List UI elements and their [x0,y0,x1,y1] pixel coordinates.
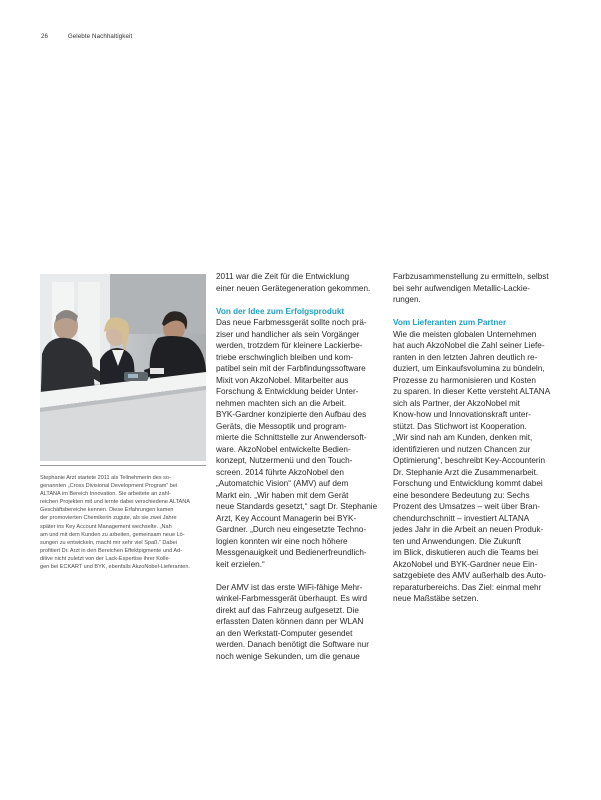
body-line: zu sparen. In dieser Kette versteht ALTANA [393,387,551,396]
body-line: AkzoNobel und BYK-Gardner neue Ein- [393,559,538,569]
body-line: Geräts, die Messoptik und program- [216,421,347,431]
body-line: neue Maßstäbe setzen. [393,594,479,603]
photo-caption [40,474,208,571]
body-line: Mixit von AkzoNobel. Mitarbeiter aus [216,375,349,385]
body-line: hat auch AkzoNobel die Zahl seiner Liefe- [393,341,545,350]
caption-line: ditive nicht zuletzt von der Lack-Expertise ihrer Kolle- [40,555,171,562]
body-line: direkt auf das Fahrzeug aufgesetzt. Die [216,605,359,615]
body-line: noch wenige Sekunden, um die genaue [216,651,360,661]
body-line: screen. 2014 führte AkzoNobel den [216,467,344,477]
body-line: ten und Anwendungen. Die Zukunft [393,536,521,546]
body-line: Forschung & Entwicklung beider Unter- [216,387,359,396]
body-line: Das neue Farbmessgerät sollte noch prä- [216,318,367,327]
body-line: Farbzusammenstellung zu ermitteln, selbst [393,272,549,281]
section-subheading: Vom Lieferanten zum Partner [393,318,507,327]
body-line: identifizieren und nutzen Chancen zur [393,444,531,454]
body-line: sich als Partner, der AkzoNobel mit [393,398,520,408]
section-title: Gelebte Nachhaltigkeit [67,33,133,40]
body-line: reparaturbereichs. Das Ziel: einmal mehr [393,582,542,592]
page-number: 26 [41,33,49,40]
body-line: stützt. Das Stichwort ist Kooperation. [393,421,527,431]
body-line: Know-how und Innovationskraft unter- [393,410,531,419]
body-line: im Blick, diskutieren auch die Teams bei [393,548,539,557]
caption-line: der promovierten Chemikerin zugute, als sie zwei Jahre [40,515,177,522]
body-line: ware. AkzoNobel entwickelte Bedien- [216,444,351,454]
caption-line: sungen zu entwickeln, macht mir sehr viel Spaß.“ Dabei [40,539,177,546]
body-line: 2011 war die Zeit für die Entwicklung [216,272,350,281]
body-line: BYK-Gardner konzipierte den Aufbau des [216,410,367,419]
body-line: einer neuen Gerätegeneration gekommen. [216,283,371,293]
caption-line: Stephanie Arzt startete 2011 als Teilnehmerin des so- [40,475,171,481]
body-line: rungen. [393,295,421,304]
body-line: „Wir sind nah am Kunden, denken mit, [393,433,533,442]
body-line: Prozent des Umsatzes – weit über Bran- [393,502,540,511]
body-line: an den Werkstatt-Computer gesendet [216,628,353,638]
body-line: logien konnten wir eine noch höhere [216,536,348,546]
body-column-right [393,271,561,605]
body-line: Markt ein. „Wir haben mit dem Gerät [216,490,349,500]
body-line: eine besondere Bedeutung zu: Sechs [393,490,530,500]
body-line: Forschung und Entwicklung kommt dabei [393,479,543,488]
section-subheading: Von der Idee zum Erfolgsprodukt [216,306,345,316]
body-line: werden. Danach benötigt die Software nur [216,640,369,649]
body-line: Messgenauigkeit und Bedienerfreundlich- [216,548,367,557]
team-photo-illustration [40,274,206,461]
body-line: Wie die meisten globalen Unternehmen [393,329,537,339]
body-line: Der AMV ist das erste WiFi-fähige Mehr- [216,582,363,592]
body-line: werden, trotzdem für kleinere Lackierbe- [216,341,363,350]
caption-rule [40,465,206,466]
body-line: patibel sein mit der Farbfindungssoftware [216,364,366,373]
body-line: triebe erschwinglich bleiben und kom- [216,352,353,362]
body-line: Optimierung“, beschreibt Key-Accounterin [393,456,545,465]
body-column-middle [216,271,381,662]
body-line: nehmen machten sich an die Arbeit. [216,398,347,408]
caption-line: am und mit dem Kunden zu arbeiten, gemeinsam neue Lö- [40,531,185,538]
caption-line: genannten „Cross Divisional Development Program“ bei [40,483,178,490]
team-photo [40,274,206,461]
body-line: konzept, Nutzermenü und den Touch- [216,456,353,465]
body-line: winkel-Farbmessgerät überhaupt. Es wird [216,594,368,603]
body-line: ziser und handlicher als sein Vorgänger [216,329,360,339]
body-line: mierte die Schnittstelle zur Anwendersoft- [216,433,367,442]
body-line: neue Standards gesetzt,“ sagt Dr. Stephanie [216,502,378,511]
body-line: chendurchschnitt – investiert ALTANA [393,513,530,523]
body-line: keit erzielen.“ [216,559,265,569]
caption-line: gen bei ECKART und BYK, ebenfalls AkzoNobel-Lieferanten. [40,564,190,571]
body-line: bei sehr aufwendigen Metallic-Lackie- [393,283,530,293]
caption-line: Geschäftsbereiche kennen. Diese Erfahrungen kamen [40,507,174,514]
body-line: jedes Jahr in die Arbeit an neuen Produk- [393,525,544,534]
body-line: Prozesse zu harmonisieren und Kosten [393,375,536,385]
caption-line: profitiert Dr. Arzt in den Bereichen Effektpigmente und Ad- [40,547,183,554]
body-line: ranten in den letzten Jahren deutlich re- [393,352,538,362]
body-line: Arzt, Key Account Managerin bei BYK- [216,513,357,523]
caption-line: ALTANA im Bereich Innovation. Sie arbeitete an zahl- [40,491,171,498]
body-line: Gardner. „Durch neu eingesetzte Techno- [216,525,367,534]
caption-line: später ins Key Account Management wechselte. „Nah [40,523,172,530]
caption-line: reichen Projekten mit und lernte dabei verschiedene ALTANA [40,499,190,506]
body-line: duziert, um Einkaufsvolumina zu bündeln, [393,364,545,373]
body-line: „Automatchic Vision“ (AMV) auf dem [216,479,349,488]
body-line: satzgebiete des AMV außerhalb des Auto- [393,571,546,580]
body-line: erfassten Daten können dann per WLAN [216,617,364,626]
running-header [41,33,132,40]
body-line: Dr. Stephanie Arzt die Zusammenarbeit. [393,467,539,477]
